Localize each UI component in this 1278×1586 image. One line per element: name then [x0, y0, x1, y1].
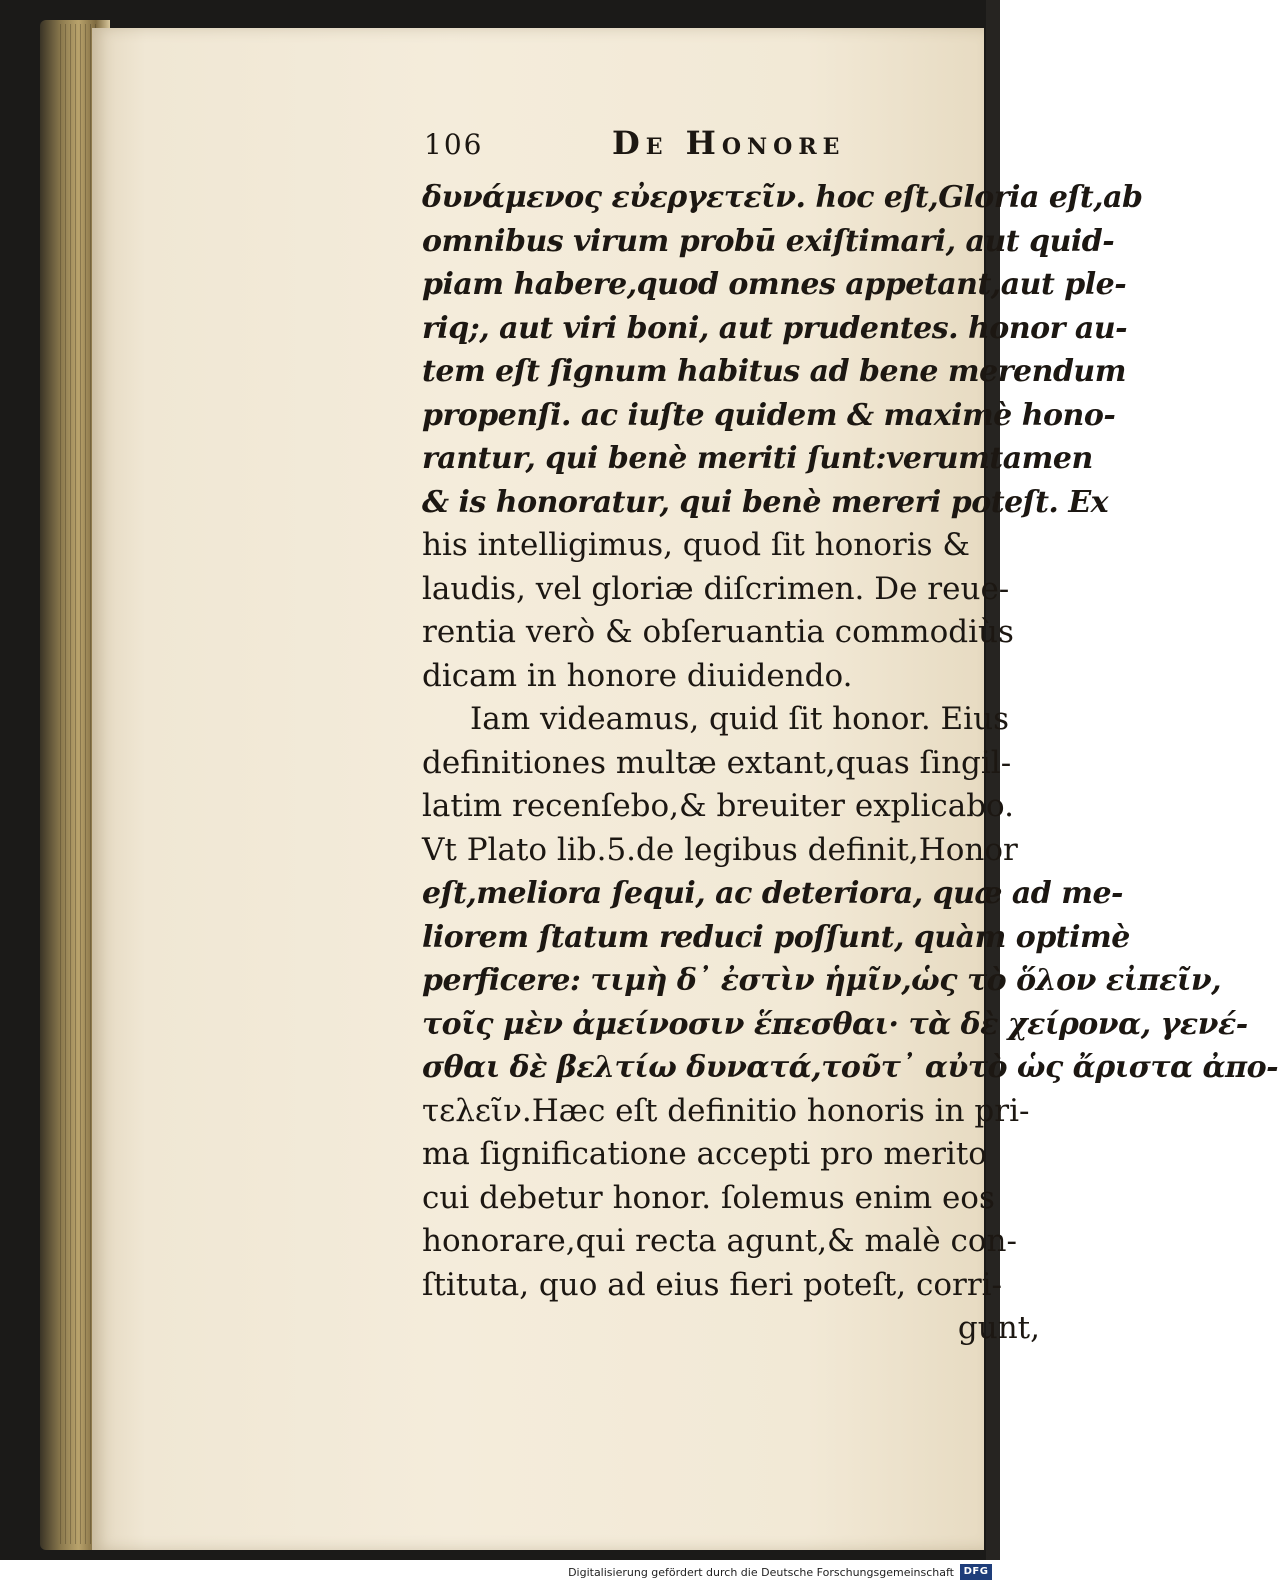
running-head: De Honore	[612, 124, 846, 162]
text-line: rentia verò & obſeruantia commodiùs	[422, 614, 1014, 650]
text-line: δυνάμενος εὐεργετεῖν. hoc eſt,Gloria eſt,ab	[422, 180, 1143, 215]
text-block	[422, 124, 1278, 1351]
text-line: ſtituta, quo ad eius fieri poteſt, corri-	[422, 1266, 1003, 1303]
text-line: rantur, qui benè meriti ſunt:verumtamen	[422, 441, 1093, 476]
page-header	[422, 124, 1052, 176]
text-line-greek: τοῖς μὲν ἀμείνοσιν ἕπεσθαι· τὰ δὲ χείρονα, γενέ-	[422, 1006, 1248, 1042]
text-line: dicam in honore diuidendo.	[422, 657, 853, 694]
book-page	[92, 28, 1278, 1550]
text-line: τελεῖν.Hæc eſt definitio honoris in pri-	[422, 1092, 1030, 1129]
text-line: laudis, vel gloriæ diſcrimen. De reue-	[422, 570, 1010, 607]
text-line: riq;, aut viri boni, aut prudentes. honor au-	[422, 310, 1128, 346]
text-line: & is honoratur, qui benè mereri poteſt. Ex	[422, 484, 1109, 520]
text-line: piam habere,quod omnes appetant,aut ple-	[422, 267, 1127, 302]
text-line: tem eſt ſignum habitus ad bene merendum	[422, 354, 1126, 389]
text-line: omnibus virum probū exiſtimari, aut quid-	[422, 223, 1115, 259]
text-line: latim recenſebo,& breuiter explicabo.	[422, 788, 1015, 824]
text-line-greek: σθαι δὲ βελτίω δυνατά,τοῦτ᾽ αὐτὸ ὡς ἄριστα ἀπο-	[422, 1050, 1278, 1085]
text-line: Vt Plato lib.5.de legibus definit,Honor	[422, 831, 1018, 868]
catchword: gunt,	[957, 1310, 1040, 1346]
text-line: propenſi. ac iuſte quidem & maximè hono-	[422, 397, 1116, 433]
text-line: definitiones multæ extant,quas ſingil-	[422, 744, 1012, 781]
page-number: 106	[424, 128, 484, 161]
text-line: perficere: τιμὴ δ᾽ ἐστὶν ἡμῖν,ὡς τὸ ὅλον εἰπεῖν,	[422, 963, 1222, 998]
text-line-paragraph-start: Iam videamus, quid ſit honor. Eius	[470, 701, 1009, 737]
text-line: cui debetur honor. ſolemus enim eos	[422, 1179, 995, 1216]
text-line: liorem ſtatum reduci poſſunt, quàm optimè	[422, 919, 1130, 955]
text-line: his intelligimus, quod ſit honoris &	[422, 527, 971, 563]
footer-credit: Digitalisierung gefördert durch die Deutsche Forschungsgemeinschaft	[568, 1566, 954, 1579]
text-line: ma ſignificatione accepti pro merito	[422, 1136, 987, 1172]
text-line: honorare,qui recta agunt,& malè con-	[422, 1223, 1017, 1259]
dfg-logo: DFG	[960, 1564, 992, 1580]
text-line: eſt,meliora ſequi, ac deteriora, quæ ad me-	[422, 876, 1124, 911]
